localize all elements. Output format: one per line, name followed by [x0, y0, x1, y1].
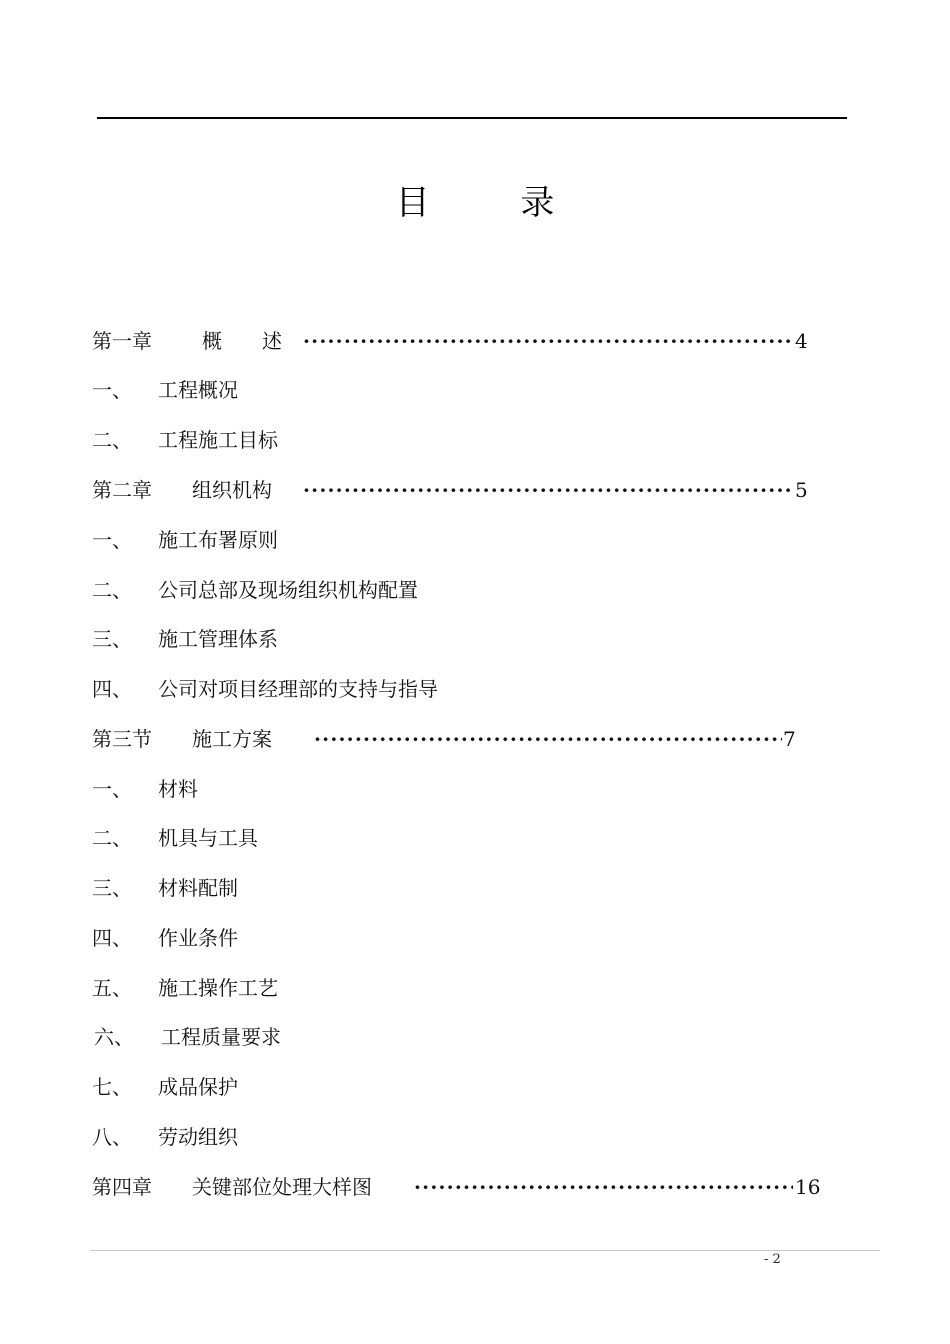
toc-entry-number: 二、	[92, 428, 132, 452]
toc-entry-number: 三、	[92, 876, 132, 900]
toc-entry-title: 施工布署原则	[158, 528, 278, 552]
toc-entry-title: 材料	[158, 777, 198, 801]
toc-entry-page: 5	[795, 478, 808, 502]
toc-entry-number: 一、	[92, 777, 132, 801]
page-title: 目 录	[395, 183, 595, 223]
toc-entry-title: 公司总部及现场组织机构配置	[158, 578, 418, 602]
toc-entry-number: 四、	[92, 926, 132, 950]
toc-leader-dots	[303, 326, 793, 356]
toc-entry-number: 一、	[92, 528, 132, 552]
toc-entry-title: 公司对项目经理部的支持与指导	[158, 677, 438, 701]
toc-entry-number: 二、	[92, 578, 132, 602]
toc-entry-title: 工程施工目标	[158, 428, 278, 452]
toc-entry-title: 关键部位处理大样图	[192, 1175, 372, 1199]
toc-entry-title: 组织机构	[192, 478, 272, 502]
footer-page-number: - 2	[764, 1252, 781, 1267]
toc-entry-title: 工程概况	[158, 378, 238, 402]
toc-entry-number: 七、	[92, 1075, 132, 1099]
toc-entry-title: 施工方案	[192, 727, 272, 751]
toc-entry-title: 概 述	[202, 329, 282, 353]
toc-entry-page: 7	[783, 727, 796, 751]
toc-leader-dots	[314, 724, 782, 754]
toc-entry-number: 五、	[92, 976, 132, 1000]
toc-entry-number: 八、	[92, 1125, 132, 1149]
toc-entry-number: 第四章	[92, 1175, 152, 1199]
header-rule	[97, 117, 847, 119]
footer-rule	[90, 1250, 880, 1251]
toc-entry-number: 四、	[92, 677, 132, 701]
toc-entry-title: 施工操作工艺	[158, 976, 278, 1000]
toc-entry-number: 第一章	[92, 329, 152, 353]
toc-entry-number: 二、	[92, 826, 132, 850]
toc-entry-title: 工程质量要求	[161, 1025, 281, 1049]
toc-entry-title: 成品保护	[158, 1075, 238, 1099]
toc-entry-page: 16	[795, 1175, 821, 1199]
toc-leader-dots	[414, 1172, 793, 1202]
toc-entry-number: 第二章	[92, 478, 152, 502]
toc-entry-number: 三、	[92, 627, 132, 651]
toc-entry-title: 机具与工具	[158, 826, 258, 850]
toc-leader-dots	[303, 475, 793, 505]
toc-entry-number: 六、	[94, 1025, 134, 1049]
toc-entry-title: 作业条件	[158, 926, 238, 950]
toc-entry-page: 4	[795, 329, 808, 353]
toc-entry-number: 第三节	[92, 727, 152, 751]
toc-entry-number: 一、	[92, 378, 132, 402]
toc-entry-title: 施工管理体系	[158, 627, 278, 651]
toc-entry-title: 材料配制	[158, 876, 238, 900]
toc-entry-title: 劳动组织	[158, 1125, 238, 1149]
